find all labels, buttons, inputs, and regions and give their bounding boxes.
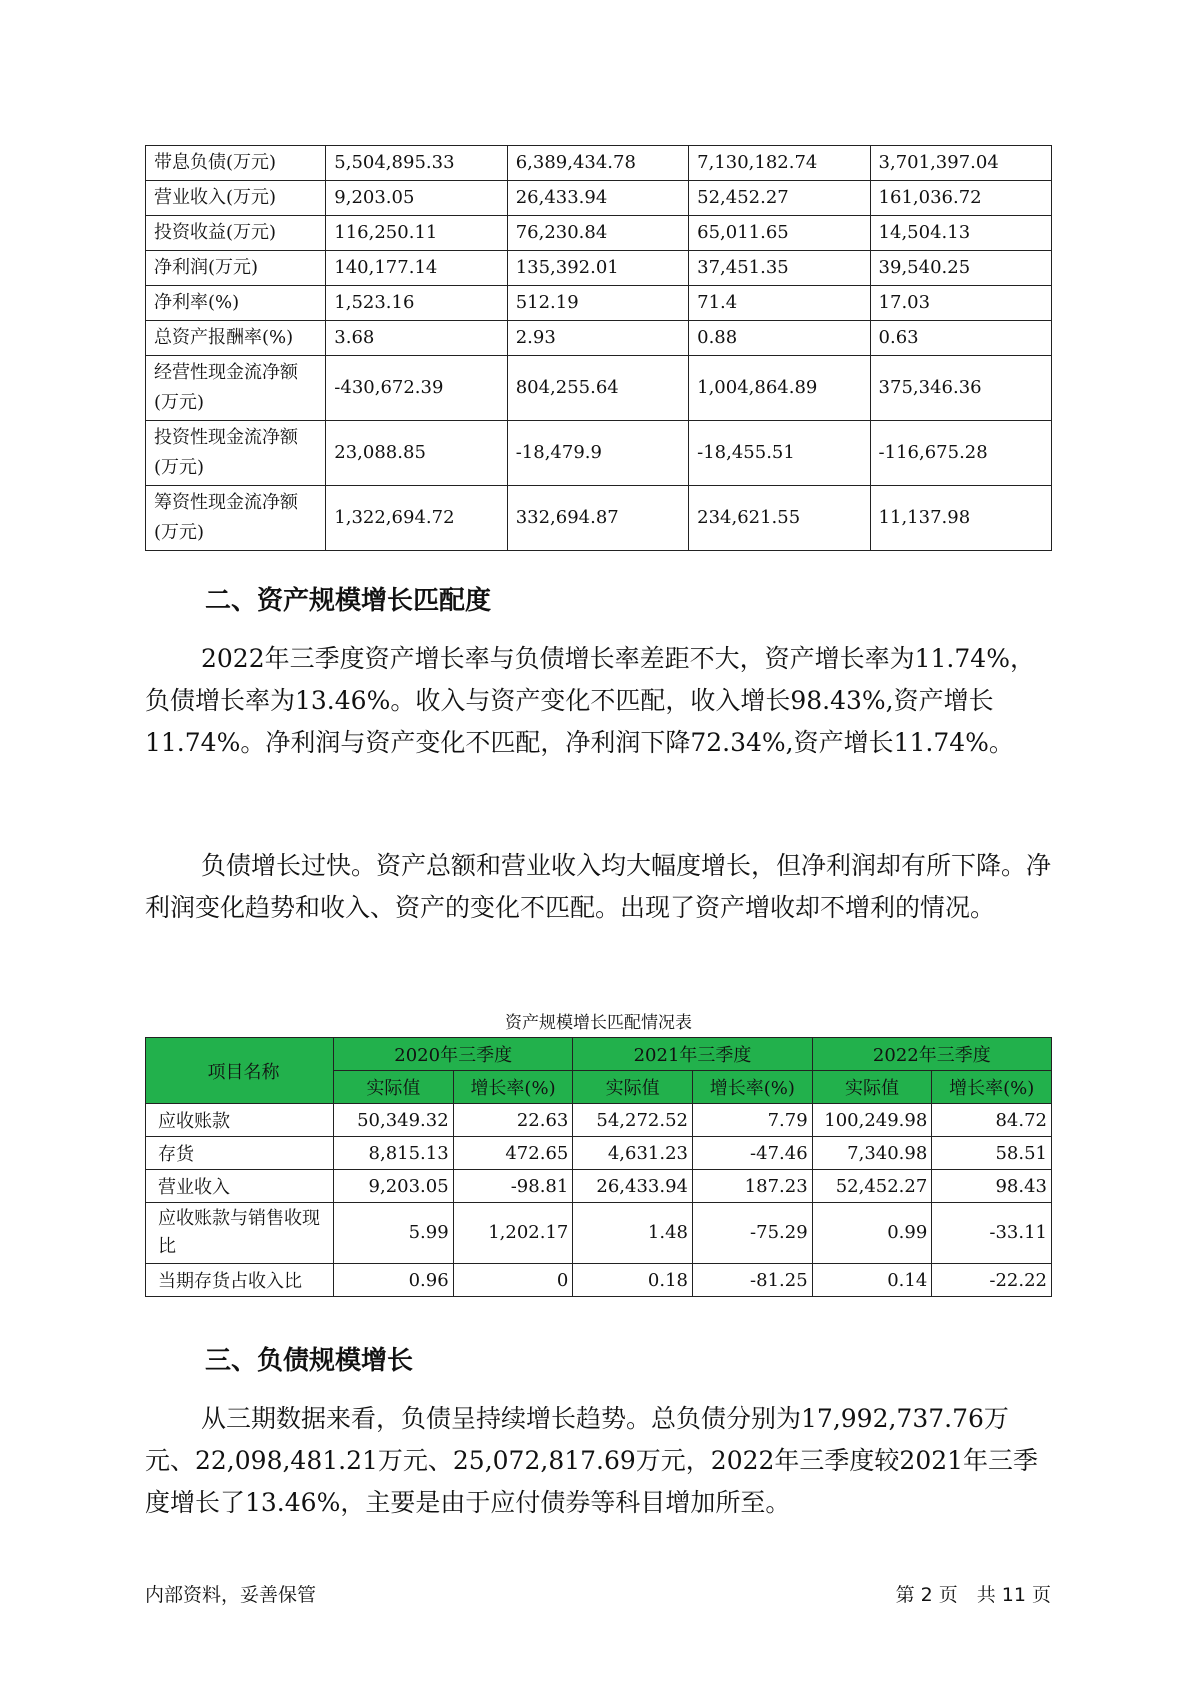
asset-growth-table xyxy=(145,1037,1052,1297)
cell: 512.19 xyxy=(507,286,688,321)
table-row xyxy=(146,146,1052,181)
cell: 135,392.01 xyxy=(507,251,688,286)
cell: 1,202.17 xyxy=(453,1203,573,1264)
cell: 76,230.84 xyxy=(507,216,688,251)
paragraph: 从三期数据来看，负债呈持续增长趋势。总负债分别为17,992,737.76万元、22,098,481.21万元、25,072,817.69万元，2022年三季度较2021年三季度增长了13.46%，主要是由于应付债券等科目增加所至。 xyxy=(145,1404,1039,1517)
cell: 3,701,397.04 xyxy=(870,146,1051,181)
footer-confidential: 内部资料，妥善保管 xyxy=(145,1584,317,1606)
column-header: 增长率(%) xyxy=(932,1071,1052,1104)
cell: -18,479.9 xyxy=(507,421,688,486)
cell: -22.22 xyxy=(932,1264,1052,1297)
paragraph: 2022年三季度资产增长率与负债增长率差距不大，资产增长率为11.74%，负债增长率为13.46%。收入与资产变化不匹配，收入增长98.43%,资产增长11.74%。净利润与资产变化不匹配，净利润下降72.34%,资产增长11.74%。 xyxy=(145,644,1035,757)
table-row xyxy=(146,1203,1052,1264)
row-label: 净利润(万元) xyxy=(146,251,326,286)
cell: 116,250.11 xyxy=(326,216,507,251)
row-label: 投资收益(万元) xyxy=(146,216,326,251)
table-row xyxy=(146,421,1052,486)
cell: 1,004,864.89 xyxy=(689,356,870,421)
cell: -81.25 xyxy=(693,1264,813,1297)
cell: 52,452.27 xyxy=(689,181,870,216)
section-heading: 二、资产规模增长匹配度 xyxy=(205,586,492,616)
cell: 6,389,434.78 xyxy=(507,146,688,181)
section-heading: 三、负债规模增长 xyxy=(205,1346,414,1376)
table-row xyxy=(146,1104,1052,1137)
table-caption: 资产规模增长匹配情况表 xyxy=(505,1013,692,1033)
row-label: 总资产报酬率(%) xyxy=(146,321,326,356)
table-row xyxy=(146,216,1052,251)
cell: 9,203.05 xyxy=(326,181,507,216)
cell: 0.63 xyxy=(870,321,1051,356)
cell: 1,523.16 xyxy=(326,286,507,321)
cell: 65,011.65 xyxy=(689,216,870,251)
cell: 1,322,694.72 xyxy=(326,486,507,551)
table-row xyxy=(146,321,1052,356)
cell: 37,451.35 xyxy=(689,251,870,286)
cell: 5,504,895.33 xyxy=(326,146,507,181)
row-label: 存货 xyxy=(146,1137,334,1170)
cell: 234,621.55 xyxy=(689,486,870,551)
table-row xyxy=(146,181,1052,216)
column-header: 实际值 xyxy=(812,1071,932,1104)
cell: 11,137.98 xyxy=(870,486,1051,551)
cell: 0.88 xyxy=(689,321,870,356)
header-row xyxy=(146,1038,1052,1071)
cell: 161,036.72 xyxy=(870,181,1051,216)
cell: 375,346.36 xyxy=(870,356,1051,421)
cell: 100,249.98 xyxy=(812,1104,932,1137)
cell: 84.72 xyxy=(932,1104,1052,1137)
column-header: 实际值 xyxy=(334,1071,454,1104)
paragraph: 负债增长过快。资产总额和营业收入均大幅度增长，但净利润却有所下降。净利润变化趋势和收入、资产的变化不匹配。出现了资产增收却不增利的情况。 xyxy=(145,851,1052,922)
table-row xyxy=(146,1264,1052,1297)
cell: 22.63 xyxy=(453,1104,573,1137)
cell: 58.51 xyxy=(932,1137,1052,1170)
cell: 26,433.94 xyxy=(507,181,688,216)
table-row xyxy=(146,1170,1052,1203)
cell: 187.23 xyxy=(693,1170,813,1203)
row-label: 应收账款 xyxy=(146,1104,334,1137)
row-label: 应收账款与销售收现比 xyxy=(146,1203,334,1264)
cell: 332,694.87 xyxy=(507,486,688,551)
row-label: 投资性现金流净额(万元) xyxy=(146,421,326,486)
cell: 17.03 xyxy=(870,286,1051,321)
cell: 0.14 xyxy=(812,1264,932,1297)
row-label: 筹资性现金流净额(万元) xyxy=(146,486,326,551)
cell: 14,504.13 xyxy=(870,216,1051,251)
cell: 0.99 xyxy=(812,1203,932,1264)
table-row xyxy=(146,1137,1052,1170)
page-number: 第 2 页 共 11 页 xyxy=(895,1584,1051,1606)
column-header: 2021年三季度 xyxy=(573,1038,812,1071)
table-row xyxy=(146,486,1052,551)
column-header: 2022年三季度 xyxy=(812,1038,1051,1071)
cell: 23,088.85 xyxy=(326,421,507,486)
cell: 0 xyxy=(453,1264,573,1297)
cell: 26,433.94 xyxy=(573,1170,693,1203)
column-header: 2020年三季度 xyxy=(334,1038,573,1071)
row-label: 经营性现金流净额(万元) xyxy=(146,356,326,421)
cell: 7,340.98 xyxy=(812,1137,932,1170)
cell: 0.18 xyxy=(573,1264,693,1297)
column-header: 项目名称 xyxy=(146,1038,334,1104)
row-label: 当期存货占收入比 xyxy=(146,1264,334,1297)
cell: 54,272.52 xyxy=(573,1104,693,1137)
column-header: 增长率(%) xyxy=(693,1071,813,1104)
row-label: 带息负债(万元) xyxy=(146,146,326,181)
cell: -116,675.28 xyxy=(870,421,1051,486)
cell: 472.65 xyxy=(453,1137,573,1170)
row-label: 营业收入(万元) xyxy=(146,181,326,216)
cell: -75.29 xyxy=(693,1203,813,1264)
cell: 7.79 xyxy=(693,1104,813,1137)
cell: 71.4 xyxy=(689,286,870,321)
cell: -47.46 xyxy=(693,1137,813,1170)
cell: 804,255.64 xyxy=(507,356,688,421)
cell: -98.81 xyxy=(453,1170,573,1203)
cell: 7,130,182.74 xyxy=(689,146,870,181)
cell: 5.99 xyxy=(334,1203,454,1264)
cell: -33.11 xyxy=(932,1203,1052,1264)
cell: 50,349.32 xyxy=(334,1104,454,1137)
cell: 3.68 xyxy=(326,321,507,356)
financial-metrics-table xyxy=(145,145,1052,551)
row-label: 营业收入 xyxy=(146,1170,334,1203)
cell: 1.48 xyxy=(573,1203,693,1264)
cell: -430,672.39 xyxy=(326,356,507,421)
cell: 98.43 xyxy=(932,1170,1052,1203)
cell: 140,177.14 xyxy=(326,251,507,286)
table-row xyxy=(146,356,1052,421)
cell: 4,631.23 xyxy=(573,1137,693,1170)
column-header: 实际值 xyxy=(573,1071,693,1104)
column-header: 增长率(%) xyxy=(453,1071,573,1104)
cell: 0.96 xyxy=(334,1264,454,1297)
row-label: 净利率(%) xyxy=(146,286,326,321)
cell: -18,455.51 xyxy=(689,421,870,486)
cell: 52,452.27 xyxy=(812,1170,932,1203)
table-row xyxy=(146,251,1052,286)
table-row xyxy=(146,286,1052,321)
cell: 8,815.13 xyxy=(334,1137,454,1170)
cell: 9,203.05 xyxy=(334,1170,454,1203)
cell: 2.93 xyxy=(507,321,688,356)
cell: 39,540.25 xyxy=(870,251,1051,286)
